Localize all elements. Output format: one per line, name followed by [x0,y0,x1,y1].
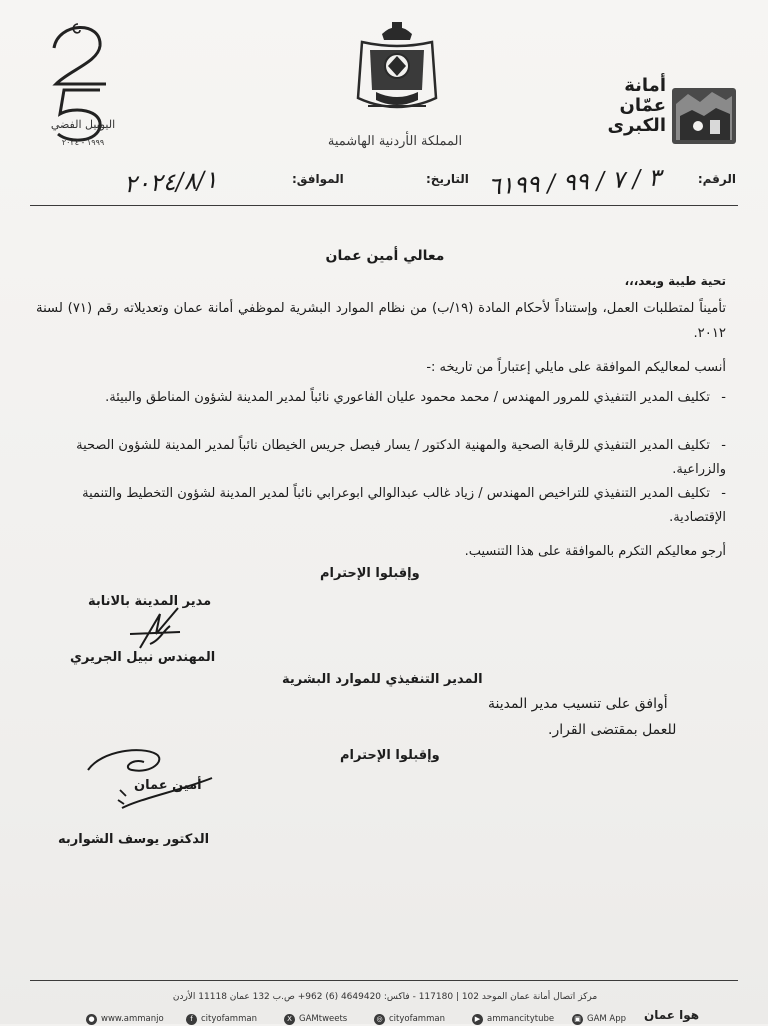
approval-line-1: أوافق على تنسيب مدير المدينة [488,696,668,712]
list-item: -تكليف المدير التنفيذي للتراخيص المهندس / زياد غالب عبدالوالي ابوعرابي نائباً لمدير المدينة لشؤون التخطيط والتنمية الإقتصادية. [82,486,726,525]
list-item-text: تكليف المدير التنفيذي للمرور المهندس / محمد محمود عليان الفاعوري نائباً لمدير المدينة لشؤون المناطق والبيئة. [105,390,710,405]
jubilee-text: اليوبيل الفضي [50,118,116,131]
reference-number-value: ٣ / ٧ / ٩٩ / ٦١٩٩ [487,163,662,201]
x-icon: X [284,1014,295,1025]
social-instagram: ◎ cityofamman [374,1012,445,1026]
equivalent-date-value: ٢٠٢٤/٨/١ [123,165,219,199]
addressee-title: معالي أمين عمان [325,248,445,264]
regards-2: وإقبلوا الإحترام [340,748,440,763]
list-item: -تكليف المدير التنفيذي للرقابة الصحية والمهنية الدكتور / يسار فيصل جريس الخيطان نائباً لمدير المدينة للشؤون الصحية والزراعية. [76,438,726,477]
list-item-text: تكليف المدير التنفيذي للرقابة الصحية والمهنية الدكتور / يسار فيصل جريس الخيطان نائباً لمدير المدينة للشؤون الصحية والزراعية. [76,438,726,477]
gam-name-line2: عمّان [619,95,666,116]
hr-director-title: المدير التنفيذي للموارد البشرية [282,672,483,687]
intro-paragraph: تأميناً لمتطلبات العمل، وإستناداً لأحكام المادة (١٩/ب) من نظام الموارد البشرية لموظفي أمانة عمان وتعديلاته رقم (٧١) لسنة ٢٠١٢. [36,301,727,341]
contact-address: مركز اتصال أمانة عمان الموحد 102 | 117180 - فاكس: 4649420 (6) 962+ ص.ب 132 عمان 11118 الأردن [172,992,598,1002]
greeting: تحية طيبة وبعد،،، [624,274,726,288]
request-intro: أنسب لمعاليكم الموافقة على مايلي إعتباراً من تاريخه :- [426,360,726,375]
instagram-icon: ◎ [374,1014,385,1025]
closing-line: أرجو معاليكم التكرم بالموافقة على هذا التنسيب. [464,544,726,559]
gam-name-line1: أمانة [624,75,666,96]
equivalent-label: الموافق: [292,172,344,186]
youtube-icon: ▶ [472,1014,483,1025]
app-icon: ▣ [572,1014,583,1025]
list-item-text: تكليف المدير التنفيذي للتراخيص المهندس / زياد غالب عبدالوالي ابوعرابي نائباً لمدير المدينة لشؤون التخطيط والتنمية الإقتصادية. [82,486,726,525]
reference-number-label: الرقم: [697,172,736,186]
list-item: -تكليف المدير التنفيذي للمرور المهندس / محمد محمود عليان الفاعوري نائباً لمدير المدينة لشؤون المناطق والبيئة. [105,390,726,405]
mayor-name: الدكتور يوسف الشواربه [58,832,210,847]
gam-name-line3: الكبرى [607,115,666,136]
regards-1: وإقبلوا الإحترام [320,566,420,581]
facebook-icon: f [186,1014,197,1025]
city-manager-name: المهندس نبيل الجريري [70,650,216,665]
social-facebook: f cityofamman [186,1012,257,1026]
greater-amman-municipality-logo [668,82,740,148]
date-label: التاريخ: [426,172,469,186]
social-x: X GAMtweets [284,1012,347,1026]
header-divider [30,205,738,206]
city-manager-title: مدير المدينة بالانابة [88,594,212,609]
jordan-coat-of-arms-icon [352,20,442,120]
gam-name [560,76,666,136]
footer-divider [30,980,738,981]
social-website: ● www.ammanjo [86,1012,164,1026]
silver-jubilee-logo [40,14,120,154]
social-youtube: ▶ ammancitytube [472,1012,554,1026]
mayor-title: أمين عمان [134,778,202,793]
slogan: هوا عمان [644,1008,700,1022]
kingdom-name: المملكة الأردنية الهاشمية [327,134,463,149]
city-manager-signature [120,604,190,654]
jubilee-years: ١٩٩٩ - ٢٠٢٤ [61,138,105,147]
approval-line-2: للعمل بمقتضى القرار. [548,722,677,738]
globe-icon: ● [86,1014,97,1025]
social-app: ▣ GAM App [572,1012,626,1026]
